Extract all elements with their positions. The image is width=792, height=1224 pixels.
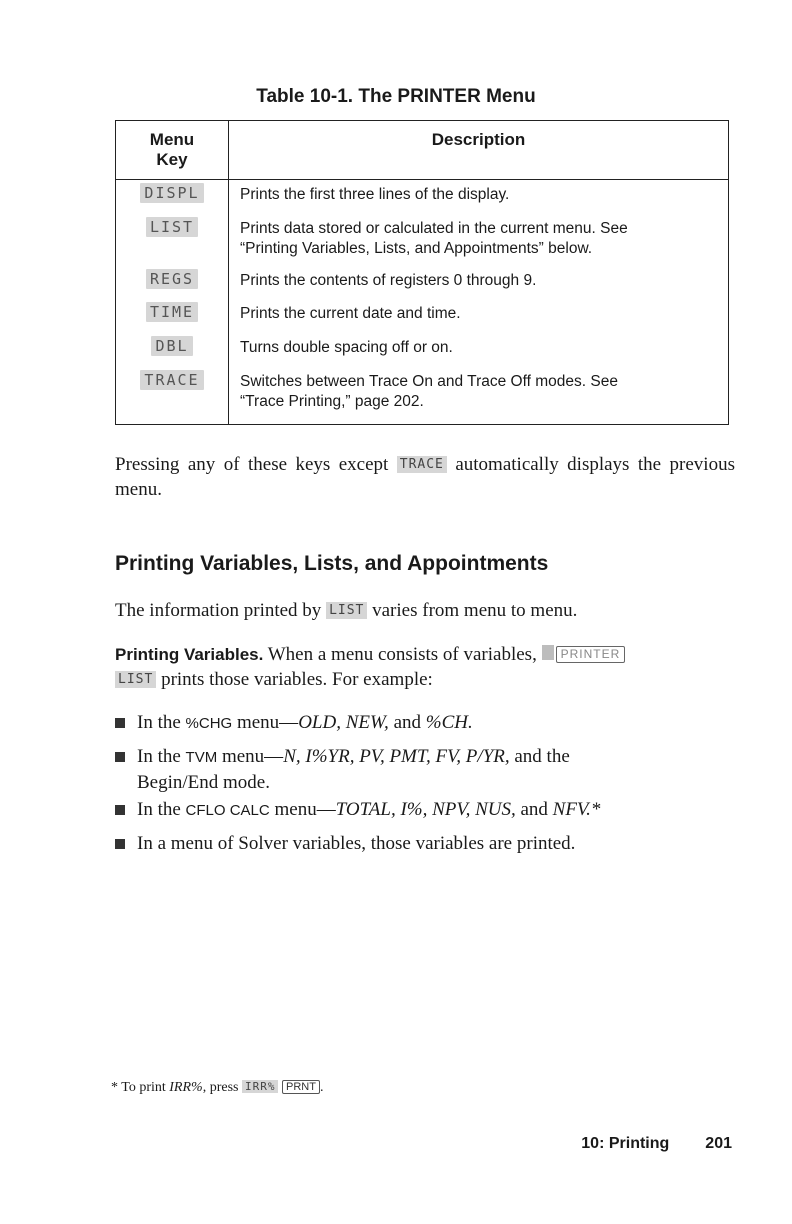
header-key-line2: Key [156,150,188,169]
bullet-square-icon [115,805,125,815]
printer-key: PRINTER [556,646,626,663]
row-desc-line: Switches between Trace On and Trace Off modes. See [240,373,618,390]
menu-key-regs: REGS [146,269,198,289]
footnote-text: . [319,1080,324,1095]
menu-name: %CHG [185,715,233,732]
menu-key-list: LIST [146,217,198,237]
row-desc-line: Prints the first three lines of the display. [240,186,510,203]
chapter-label: 10: Printing [581,1135,670,1152]
menu-key-time: TIME [146,302,198,322]
list-key: LIST [115,671,156,688]
menu-name: TVM [185,749,218,766]
para-text: When a menu consists of variables, [263,644,542,665]
table-row-desc [240,304,710,324]
menu-key-displ: DISPL [140,183,203,203]
shift-key-icon [542,645,554,660]
run-in-heading: Printing Variables. [115,645,264,664]
para-text: prints those variables. For example: [156,669,433,690]
para-text: Pressing any of these keys except [115,454,397,475]
row-desc-line: Turns double spacing off or on. [240,339,453,356]
row-desc-line: Prints the contents of registers 0 through 9. [240,272,537,289]
page-footer [581,1135,732,1153]
bullet-square-icon [115,839,125,849]
bullet-text: menu— [232,712,299,733]
irr-key: IRR% [242,1080,279,1093]
para-text: The information printed by [115,600,327,621]
trace-key: TRACE [397,456,447,473]
section-heading: Printing Variables, Lists, and Appointments [115,552,549,575]
header-menu-key [116,130,228,170]
bullet-text: and [515,799,553,820]
prnt-key: PRNT [282,1080,320,1094]
table-row-key [116,217,228,237]
variable-name: %CH. [425,712,473,733]
list-item [115,744,735,795]
table-row-desc [240,271,710,291]
table-row-desc [240,338,710,358]
bullet-text: and the [509,746,570,767]
paragraph-list-intro [115,598,735,623]
header-key-line1: Menu [149,130,195,149]
header-divider [116,179,728,180]
table-title: Table 10-1. The PRINTER Menu [256,86,536,107]
bullet-text: menu— [269,799,336,820]
bullet-text: Begin/End mode. [137,772,270,793]
menu-name: CFLO CALC [185,802,270,819]
paragraph-pressing-keys [115,452,735,502]
table-row-key [116,183,228,203]
variable-names: N, I%YR, PV, PMT, FV, P/YR, [283,746,510,767]
table-row-desc [240,219,710,259]
table-row-key [116,370,228,390]
bullet-square-icon [115,752,125,762]
list-item [115,831,735,856]
list-key: LIST [326,602,367,619]
footnote-var: IRR% [169,1080,203,1095]
menu-key-dbl: DBL [151,336,192,356]
bullet-text: and [388,712,426,733]
paragraph-printing-variables [115,642,735,692]
table-row-key [116,302,228,322]
row-desc-line2: “Trace Printing,” page 202. [240,393,424,410]
row-desc-line: Prints data stored or calculated in the current menu. See [240,220,628,237]
menu-key-trace: TRACE [140,370,203,390]
table-row-desc [240,372,710,412]
bullet-text: In the [137,712,186,733]
bullet-text: menu— [217,746,284,767]
bullet-text: In the [137,746,186,767]
bullet-text: In a menu of Solver variables, those variables are printed. [137,833,576,854]
page-number: 201 [705,1135,732,1152]
row-desc-line: Prints the current date and time. [240,305,461,322]
table-row-key [116,336,228,356]
footnote-text: , press [202,1080,242,1095]
list-item [115,797,735,823]
bullet-text: In the [137,799,186,820]
list-item [115,710,735,736]
footnote [111,1080,323,1096]
header-description: Description [431,130,526,149]
para-text: automatically displays the previous menu. [115,454,735,500]
variable-name: NFV.* [552,799,601,820]
table-row-desc [240,185,710,205]
variable-names: TOTAL, I%, NPV, NUS, [335,799,516,820]
para-text: varies from menu to menu. [367,600,578,621]
footnote-text: * To print [111,1080,170,1095]
row-desc-line2: “Printing Variables, Lists, and Appointments” below. [240,240,593,257]
bullet-square-icon [115,718,125,728]
column-divider [228,121,229,424]
table-row-key [116,269,228,289]
variable-names: OLD, NEW, [298,712,389,733]
printer-menu-table [115,120,729,425]
